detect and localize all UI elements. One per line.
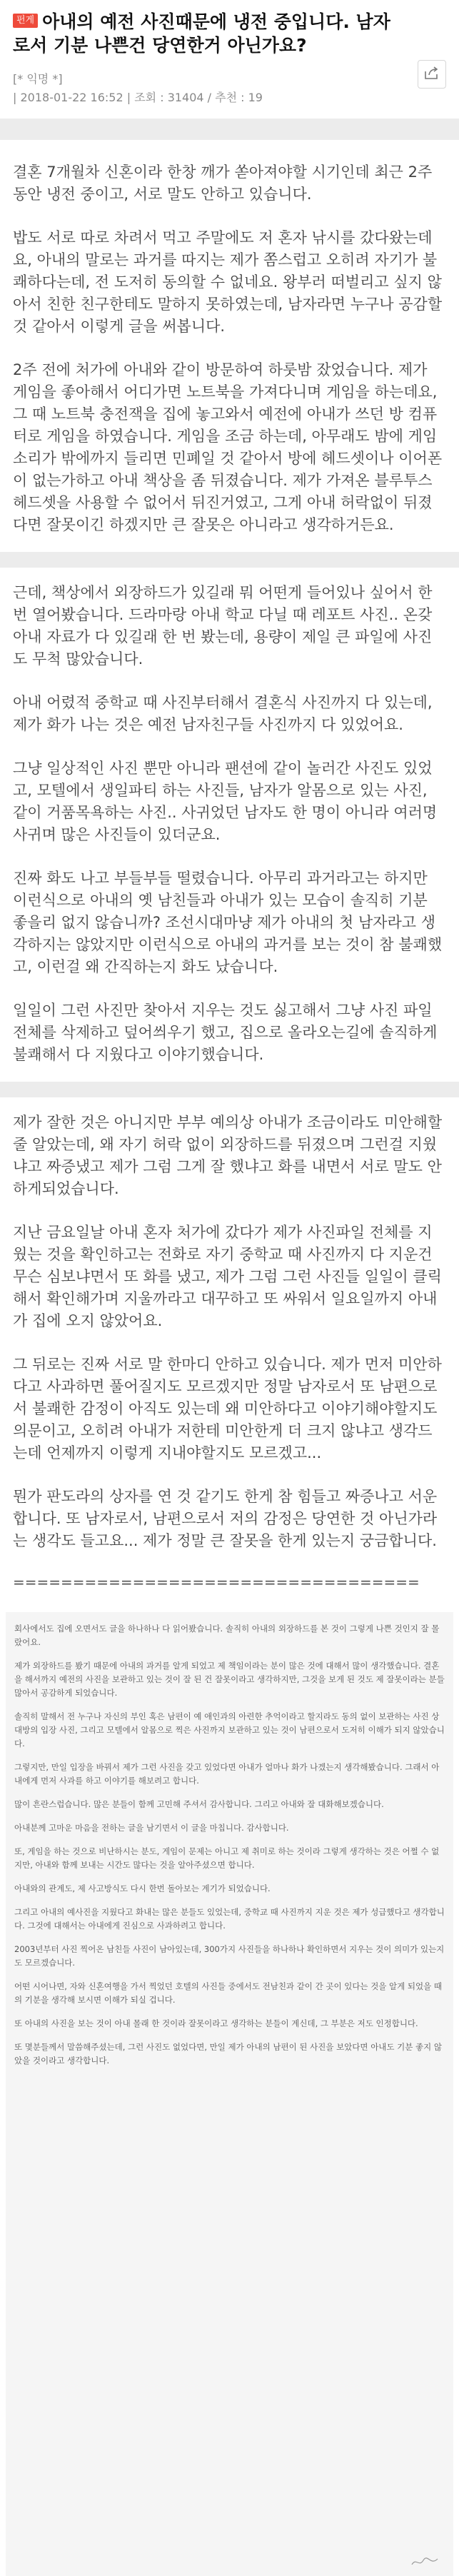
post-body-2 [0, 568, 459, 1082]
reply-image [6, 1612, 453, 2576]
paragraph: 진짜 화도 나고 부들부들 떨렸습니다. 아무리 과거라고는 하지만 이런식으로 아내의 옛 남친들과 아내가 있는 모습이 솔직히 기분 좋을리 없지 않습니까? 조선시대마냥 제가 아내의 첫 남자라고 생각하지는 않았지만 이런식으로 아내의 과거를 보는 것이 참 불쾌했고, 이런걸 왜 간직하는지 화도 났습니다. [13, 870, 443, 975]
share-icon [424, 66, 440, 83]
section-divider [0, 552, 459, 568]
section-divider [0, 1082, 459, 1097]
post-body-3 [0, 1097, 459, 1591]
reply-paragraph: 또, 게임을 하는 것으로 비난하시는 분도, 게임이 문제는 아니고 제 취미로 하는 것이라 그렇게 생각하는 것은 어쩔 수 없지만, 아내와 함께 보내는 시간도 많다는 것을 알아주셨으면 합니다. [14, 1846, 440, 1870]
paragraph: 뭔가 판도라의 상자를 연 것 같기도 한게 참 힘들고 짜증나고 서운합니다. 또 남자로서, 남편으로서 저의 감정은 당연한 것 아닌가라는 생각도 들고요... 제가 정말 큰 잘못을 한게 있는지 궁금합니다. [13, 1488, 438, 1549]
paragraph: 아내 어렸적 중학교 때 사진부터해서 결혼식 사진까지 다 있는데, 제가 화가 나는 것은 예전 남자친구들 사진까지 다 있었어요. [13, 694, 433, 733]
reply-paragraph: 많이 흔란스럽습니다. 많은 분들이 함께 고민해 주셔서 감사합니다. 그리고 아내와 잘 대화해보겠습니다. [14, 1799, 384, 1809]
reply-paragraph: 2003년부터 사진 찍어온 남친들 사진이 남아있는데, 300가지 사진들을 하나하나 확인하면서 지우는 것이 의미가 있는지도 모르겠습니다. [14, 1944, 445, 1968]
paragraph: 지난 금요일날 아내 혼자 처가에 갔다가 제가 사진파일 전체를 지웠는 것을 확인하고는 전화로 자기 중학교 때 사진까지 다 지운건 무슨 심보냐면서 또 화를 냈고, 제가 그럼 그런 사진들 일일이 클릭해서 확인해가며 지울까라고 대꾸하고 또 싸워서 일요일까지 아내가 집에 오지 않았어요. [13, 1224, 442, 1329]
handwritten-signature [410, 2555, 439, 2569]
reply-paragraph: 솔직히 말해서 전 누구나 자신의 부인 혹은 남편이 예 애인과의 아련한 추억이라고 할지라도 동의 없이 보관하는 사진 상대방의 입장 사진, 그리고 모텔에서 알몸으로 찍은 사진까지 보관하고 있는 것이 남편으로서 도저히 이해가 되지 않았습니다. [14, 1711, 445, 1749]
post-info: | 2018-01-22 16:52 | 조회 : 31404 / 추천 : 19 [13, 91, 263, 104]
reply-paragraph: 어떤 시어나면, 자와 신혼여행을 가서 찍었던 호텔의 사진들 중에서도 전남친과 같이 간 곳이 있다는 것을 알게 되었을 때의 기분을 생각해 보시면 이해가 되실 겁니다. [14, 1981, 443, 2005]
author-name[interactable]: [* 익명 *] [13, 72, 63, 86]
reply-paragraph: 또 몇분들께서 말씀해주셨는데, 그런 사진도 없었다면, 만일 제가 아내의 남편이 된 사진을 보았다면 아내도 기분 좋지 않았을 것이라고 생각합니다. [14, 2042, 443, 2066]
paragraph: 결혼 7개월차 신혼이라 한창 깨가 쏟아져야할 시기인데 최근 2주동안 냉전 중이고, 서로 말도 안하고 있습니다. [13, 163, 433, 203]
paragraph: 제가 잘한 것은 아니지만 부부 예의상 아내가 조금이라도 미안해할 줄 알았는데, 왜 자기 허락 없이 외장하드를 뒤졌으며 그런걸 지웠냐고 짜증냈고 제가 그럼 그게 잘 했냐고 화를 내면서 서로 말도 안하게되었습니다. [13, 1114, 443, 1197]
paragraph: 근데, 책상에서 외장하드가 있길래 뭐 어떤게 들어있나 싶어서 한 번 열어봤습니다. 드라마랑 아내 학교 다닐 때 레포트 사진.. 온갖 아내 자료가 다 있길래 한 번 봤는데, 용량이 제일 큰 파일에 사진도 무척 많았습니다. [13, 584, 433, 668]
section-divider [0, 119, 459, 140]
category-badge[interactable]: 펀게 [13, 14, 38, 28]
page-title: 아내의 예전 사진때문에 냉전 중입니다. 남자로서 기분 나쁜건 당연한거 아닌가요? [13, 11, 390, 56]
reply-paragraph: 아내와의 관계도, 제 사고방식도 다시 한번 돌아보는 계기가 되었습니다. [14, 1883, 271, 1893]
paragraph: 2주 전에 처가에 아내와 같이 방문하여 하룻밤 잤었습니다. 제가 게임을 좋아해서 어디가면 노트북을 가져다니며 게임을 하는데요, 그 때 노트북 충전잭을 집에 놓고와서 예전에 아내가 쓰던 방 컴퓨터로 게임을 하였습니다. 게임을 조금 하는데, 아무래도 밤에 게임소리가 밖에까지 들리면 민폐일 것 같아서 방에 헤드셋이나 이어폰이 없는가하고 아내 책상을 좀 뒤졌습니다. 제가 가져온 블루투스 헤드셋을 사용할 수 없어서 뒤진거였고, 그게 아내 허락없이 뒤졌다면 잘못이긴 하겠지만 큰 잘못은 아니라고 생각하거든요. [13, 361, 443, 533]
post-header [0, 0, 459, 119]
reply-paragraph: 회사에서도 집에 오면서도 글을 하나하나 다 읽어봤습니다. 솔직히 아내의 외장하드를 본 것이 그렇게 나쁜 것인지 잘 몰랐어요. [14, 1624, 440, 1647]
paragraph: 그 뒤로는 진짜 서로 말 한마디 안하고 있습니다. 제가 먼저 미안하다고 사과하면 풀어질지도 모르겠지만 정말 남자로서 또 남편으로서 불쾌한 감정이 아직도 있는데 왜 미안하다고 이야기해야할지도 의문이고, 오히려 아내가 저한테 미안한게 더 크지 않냐고 생각드는데 언제까지 이렇게 지내야할지도 모르겠고... [13, 1356, 442, 1461]
reply-paragraph: 또 아내의 사진을 보는 것이 아내 몰래 한 것이라 잘못이라고 생각하는 분들이 계신데, 그 부분은 저도 인정합니다. [14, 2018, 418, 2028]
reply-paragraph: 제가 외장하드를 봤기 때문에 아내의 과거를 알게 되었고 제 책임이라는 분이 많은 것에 대해서 많이 생각했습니다. 결혼을 해서까지 예전의 사진을 보관하고 있는 것이 잘 된 건 잘못이라고 생각하지만, 그것을 보게 된 것도 제 잘못이라는 분들 많아서 공감하게 되었습니다. [14, 1661, 445, 1698]
share-button[interactable] [418, 60, 446, 89]
reply-paragraph: 아내분께 고마운 마음을 전하는 글을 남기면서 이 글을 마칩니다. 감사합니다. [14, 1823, 289, 1833]
reply-paragraph: 그리고 아내의 예사진을 지웠다고 화내는 많은 분들도 있었는데, 중학교 때 사진까지 지운 것은 제가 성급했다고 생각합니다. 그것에 대해서는 아내에게 진심으로 사과하려고 합니다. [14, 1907, 445, 1931]
paragraph: 밥도 서로 따로 차려서 먹고 주말에도 저 혼자 낚시를 갔다왔는데요, 아내의 말로는 과거를 따지는 제가 쫌스럽고 오히려 자기가 불쾌하다는데, 전 도저히 동의할 수 없네요. 왕부러 떠벌리고 싶지 않아서 친한 친구한테도 말하지 못하였는데, 남자라면 누구나 공감할 것 같아서 이렇게 글을 써봅니다. [13, 229, 443, 335]
reply-paragraph: 그렇지만, 만일 입장을 바꿔서 제가 그런 사진을 갖고 있었다면 아내가 얼마나 화가 나겠는지 생각해봤습니다. 그래서 아내에게 먼저 사과를 하고 이야기를 해보려고 합니다. [14, 1762, 440, 1786]
title-block [13, 10, 402, 57]
post-body-1 [0, 140, 459, 552]
divider-line: ================================== [13, 1574, 420, 1591]
paragraph: 일일이 그런 사진만 찾아서 지우는 것도 싫고해서 그냥 사진 파일 전체를 삭제하고 덮어씌우기 했고, 집으로 올라오는길에 솔직하게 불쾌해서 다 지웠다고 이야기했습니다. [13, 1002, 438, 1063]
post-meta [13, 70, 446, 107]
paragraph: 그냥 일상적인 사진 뿐만 아니라 팬션에 같이 놀러간 사진도 있었고, 모텔에서 생일파티 하는 사진들, 남자가 알몸으로 있는 사진, 같이 거품목욕하는 사진.. 사귀었던 남자도 한 명이 아니라 여러명 사귀며 많은 사진들이 있더군요. [13, 760, 438, 843]
